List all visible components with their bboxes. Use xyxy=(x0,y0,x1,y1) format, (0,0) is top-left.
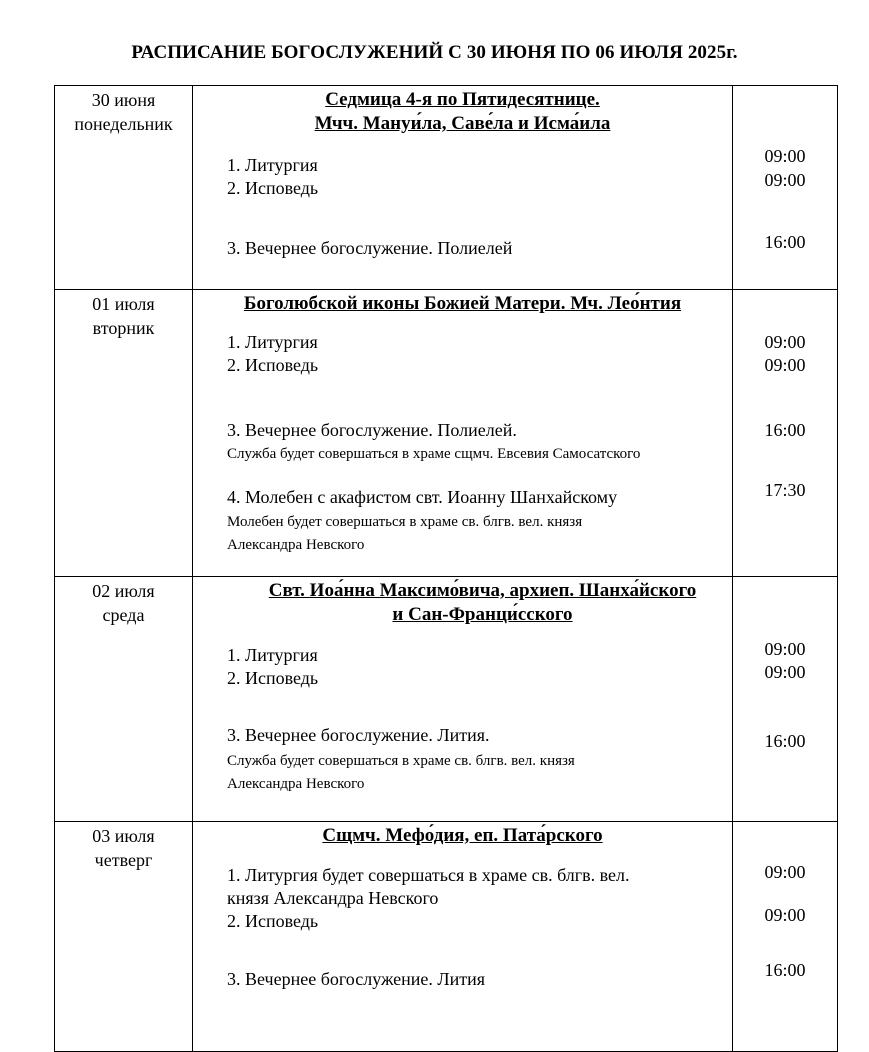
date: 03 июля xyxy=(92,826,155,846)
service-time: 09:00 xyxy=(764,170,806,190)
date: 01 июля xyxy=(92,294,155,314)
service-note: Служба будет совершаться в храме сщмч. Евсевия Самосатского xyxy=(227,446,641,462)
service-item: 3. Вечернее богослужение. Полиелей xyxy=(227,238,513,258)
service-time: 16:00 xyxy=(764,420,806,440)
service-item: 2. Исповедь xyxy=(227,178,319,198)
service-item: князя Александра Невского xyxy=(227,888,439,908)
service-time: 16:00 xyxy=(764,960,806,980)
table-row xyxy=(55,86,838,290)
date-cell xyxy=(55,290,193,577)
service-time: 17:30 xyxy=(764,480,806,500)
time-cell xyxy=(733,822,838,1052)
service-time: 09:00 xyxy=(764,639,806,659)
service-note: Александра Невского xyxy=(227,537,365,553)
date-cell xyxy=(55,86,193,290)
table-row xyxy=(55,290,838,577)
time-cell xyxy=(733,86,838,290)
feast-title: и Сан-Франци́сского xyxy=(392,604,573,625)
weekday: понедельник xyxy=(74,114,173,134)
date: 02 июля xyxy=(92,581,155,601)
service-time: 09:00 xyxy=(764,862,806,882)
time-cell xyxy=(733,290,838,577)
service-item: 1. Литургия будет совершаться в храме св. блгв. вел. xyxy=(227,865,630,885)
service-item: 1. Литургия xyxy=(227,332,318,352)
service-time: 09:00 xyxy=(764,662,806,682)
service-time: 09:00 xyxy=(764,146,806,166)
feast-title: Свт. Иоа́нна Максимо́вича, архиеп. Шанха́йского xyxy=(268,580,697,601)
date-cell xyxy=(55,577,193,822)
service-cell xyxy=(193,86,733,290)
service-note: Александра Невского xyxy=(227,776,365,792)
page-title: РАСПИСАНИЕ БОГОСЛУЖЕНИЙ С 30 ИЮНЯ ПО 06 ИЮЛЯ 2025г. xyxy=(131,42,738,63)
weekday: вторник xyxy=(92,318,155,338)
service-item: 2. Исповедь xyxy=(227,668,319,688)
service-item: 2. Исповедь xyxy=(227,911,319,931)
date-cell xyxy=(55,822,193,1052)
service-cell xyxy=(193,290,733,577)
service-note: Служба будет совершаться в храме св. блгв. вел. князя xyxy=(227,753,575,769)
weekday: четверг xyxy=(94,850,153,870)
service-item: 1. Литургия xyxy=(227,155,318,175)
service-cell xyxy=(193,577,733,822)
date: 30 июня xyxy=(91,90,156,110)
service-item: 1. Литургия xyxy=(227,645,318,665)
feast-title: Седмица 4-я по Пятидесятнице. xyxy=(325,89,600,110)
table-row xyxy=(55,822,838,1052)
service-item: 3. Вечернее богослужение. Лития xyxy=(227,969,486,989)
service-cell xyxy=(193,822,733,1052)
service-time: 09:00 xyxy=(764,355,806,375)
service-time: 09:00 xyxy=(764,905,806,925)
service-item: 3. Вечернее богослужение. Лития. xyxy=(227,725,490,745)
time-cell xyxy=(733,577,838,822)
service-note: Молебен будет совершаться в храме св. блгв. вел. князя xyxy=(227,514,583,530)
weekday: среда xyxy=(102,605,145,625)
table-row xyxy=(55,577,838,822)
service-time: 16:00 xyxy=(764,232,806,252)
schedule-table xyxy=(54,85,838,1052)
feast-title: Сщмч. Мефо́дия, еп. Пата́рского xyxy=(322,825,603,846)
service-item: 2. Исповедь xyxy=(227,355,319,375)
service-item: 4. Молебен с акафистом свт. Иоанну Шанхайскому xyxy=(227,487,618,507)
service-item: 3. Вечернее богослужение. Полиелей. xyxy=(227,420,517,440)
feast-title: Мчч. Мануи́ла, Саве́ла и Исма́ила xyxy=(314,113,611,134)
service-time: 16:00 xyxy=(764,731,806,751)
feast-title: Боголюбской иконы Божией Матери. Мч. Лео́нтия xyxy=(243,293,682,314)
service-time: 09:00 xyxy=(764,332,806,352)
